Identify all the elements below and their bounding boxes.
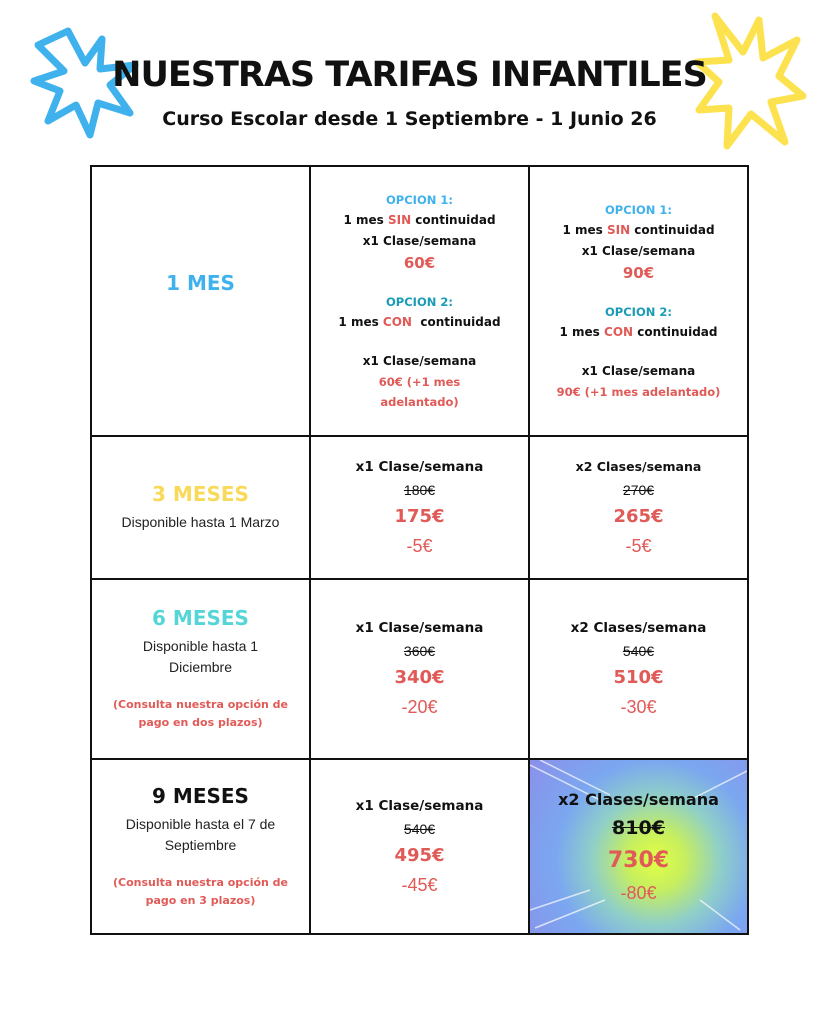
option-price: 90€ (+1 mes adelantado) (556, 385, 721, 399)
class-frequency: x2 Clases/semana (575, 458, 702, 474)
class-frequency: x1 Clase/semana (355, 797, 484, 814)
new-price: 730€ (607, 847, 670, 873)
plan-label-cell (91, 436, 310, 579)
table-row (91, 759, 748, 934)
discount: -80€ (620, 882, 657, 903)
option-title: OPCION 2: (386, 295, 453, 309)
old-price: 540€ (403, 820, 436, 837)
class-frequency: x1 Clase/semana (581, 244, 696, 258)
new-price: 495€ (394, 844, 445, 866)
plan-label: 1 MES (166, 271, 235, 295)
price-cell (529, 436, 748, 579)
availability-text: Disponible hasta el 7 de Septiembre (125, 815, 276, 853)
option-description: 1 mes SIN continuidad (562, 223, 715, 237)
price-cell (529, 166, 748, 436)
price-cell (310, 166, 529, 436)
old-price: 180€ (403, 481, 436, 498)
option-price: 60€ (403, 254, 436, 272)
option-description: 1 mes SIN continuidad (343, 213, 496, 227)
highlighted-price-cell (529, 759, 748, 934)
option-price: 90€ (622, 264, 655, 282)
old-price: 810€ (612, 816, 665, 839)
plan-label-cell (91, 166, 310, 436)
plan-label: 3 MESES (152, 482, 249, 506)
new-price: 510€ (613, 667, 664, 688)
class-frequency: x1 Clase/semana (362, 234, 477, 248)
old-price: 270€ (622, 481, 655, 498)
price-cell (310, 759, 529, 934)
discount: -20€ (401, 697, 438, 717)
option-title: OPCION 2: (605, 305, 672, 319)
plan-label-cell (91, 759, 310, 934)
plan-label: 9 MESES (152, 783, 249, 808)
page-title: NUESTRAS TARIFAS INFANTILES (112, 55, 707, 95)
table-row (91, 436, 748, 579)
availability-text: Disponible hasta 1 Marzo (121, 514, 280, 530)
discount: -5€ (406, 535, 433, 556)
plan-label: 6 MESES (152, 606, 249, 630)
discount: -30€ (620, 697, 657, 717)
price-cell (310, 579, 529, 759)
old-price: 360€ (403, 643, 436, 659)
payment-note: (Consulta nuestra opción de pago en 3 plazos) (112, 875, 289, 907)
new-price: 340€ (394, 667, 445, 688)
class-frequency: x2 Clases/semana (570, 620, 707, 636)
price-cell (310, 436, 529, 579)
option-description: 1 mes CON continuidad (559, 325, 718, 339)
table-row (91, 166, 748, 436)
page-subtitle: Curso Escolar desde 1 Septiembre - 1 Junio 26 (162, 108, 657, 130)
payment-note: (Consulta nuestra opción de pago en dos plazos) (112, 698, 289, 729)
table-row (91, 579, 748, 759)
new-price: 265€ (613, 505, 664, 527)
price-cell (529, 579, 748, 759)
class-frequency: x2 Clases/semana (558, 789, 719, 809)
discount: -45€ (401, 874, 438, 895)
plan-label-cell (91, 579, 310, 759)
new-price: 175€ (394, 505, 445, 527)
pricing-table (90, 165, 749, 935)
option-title: OPCION 1: (386, 193, 453, 207)
discount: -5€ (625, 535, 652, 556)
class-frequency: x1 Clase/semana (355, 458, 484, 475)
class-frequency: x1 Clase/semana (581, 364, 696, 378)
class-frequency: x1 Clase/semana (362, 354, 477, 368)
option-price: 60€ (+1 mes adelantado) (378, 375, 461, 409)
option-description: 1 mes CON continuidad (338, 315, 501, 329)
availability-text: Disponible hasta 1 Diciembre (142, 638, 259, 675)
option-title: OPCION 1: (605, 203, 672, 217)
old-price: 540€ (622, 643, 655, 659)
class-frequency: x1 Clase/semana (355, 620, 484, 636)
